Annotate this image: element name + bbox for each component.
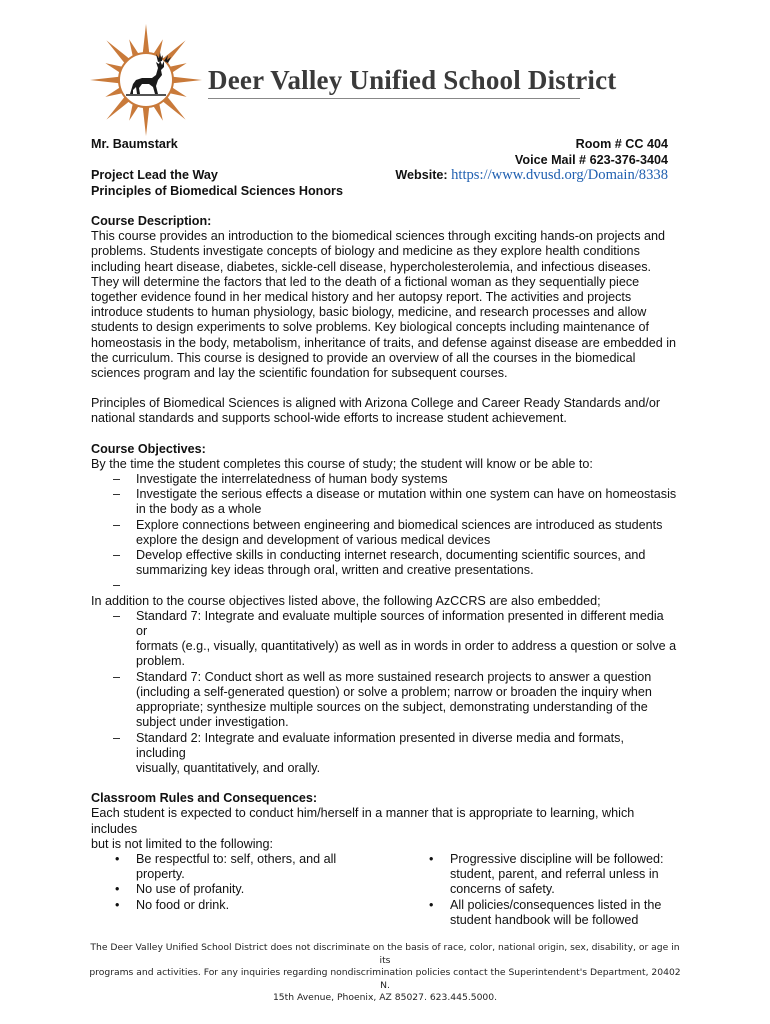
district-name: Deer Valley Unified School District <box>208 65 617 95</box>
standards-alignment-text <box>91 396 677 426</box>
rule-item-text: No use of profanity. <box>136 882 245 897</box>
rules-columns <box>91 852 677 932</box>
rule-item-text: property. <box>136 867 185 882</box>
dash-marker: – <box>113 517 121 532</box>
objectives-list <box>91 472 677 594</box>
rule-item <box>91 882 381 897</box>
consequence-item <box>405 898 695 928</box>
standard-item-text: Standard 7: Conduct short as well as more sustained research projects to answer a question <box>136 669 652 684</box>
description-line: including heart disease, diabetes, sickle-cell disease, hypercholesterolemia, and infectious diseases. <box>91 259 652 274</box>
bullet-icon: • <box>429 897 434 912</box>
description-line: the curriculum. This course is designed to provide an overview of all the courses in the biomedical <box>91 350 636 365</box>
nondiscrimination-footer <box>84 942 686 1005</box>
course-header <box>91 137 343 199</box>
rules-intro-line: Each student is expected to conduct him/herself in a manner that is appropriate to learning, which includes <box>91 806 635 836</box>
standard-item <box>91 670 677 731</box>
footer-line: The Deer Valley Unified School District does not discriminate on the basis of race, color, national origin, sex, disability, or age in its <box>90 942 680 966</box>
objective-item <box>91 472 677 487</box>
standard-item-text: Standard 7: Integrate and evaluate multiple sources of information presented in different media or <box>136 608 664 639</box>
rule-item-text: No food or drink. <box>136 897 230 912</box>
bullet-icon: • <box>115 882 120 897</box>
contact-info <box>395 137 668 184</box>
standards-list <box>91 609 677 776</box>
rules-intro <box>91 806 677 852</box>
consequence-item-text: Progressive discipline will be followed: <box>450 851 664 866</box>
objective-item <box>91 518 677 548</box>
dash-marker: – <box>113 669 121 684</box>
alignment-line: Principles of Biomedical Sciences is aligned with Arizona College and Career Ready Standards and/or <box>91 396 661 411</box>
description-line: This course provides an introduction to the biomedical sciences through exciting hands-on projects and <box>91 229 666 244</box>
standard-item-text: formats (e.g., visually, quantitatively) as well as in words in order to address a question or solve a <box>136 639 677 654</box>
azccrs-intro: In addition to the course objectives listed above, the following AzCCRS are also embedded; <box>91 593 601 608</box>
bullet-icon: • <box>115 897 120 912</box>
description-line: problems. Students investigate concepts of biology and medicine as they explore health conditions <box>91 244 640 259</box>
dash-marker: – <box>113 608 121 623</box>
standard-item-text: problem. <box>136 654 185 669</box>
website-label: Website: <box>395 168 448 182</box>
consequence-item-text: concerns of safety. <box>450 882 555 897</box>
standard-item-text: Standard 2: Integrate and evaluate information presented in diverse media and formats, including <box>136 730 624 760</box>
course-description-heading: Course Description: <box>91 214 212 228</box>
footer-line: 15th Avenue, Phoenix, AZ 85027. 623.445.5000. <box>272 992 498 1004</box>
rule-item-text: Be respectful to: self, others, and all <box>136 851 337 866</box>
letterhead-divider <box>208 98 580 99</box>
dash-marker: – <box>113 730 121 745</box>
dash-marker: – <box>113 578 121 593</box>
consequence-item-text: student, parent, and referral unless in <box>450 867 659 882</box>
course-description-text <box>91 229 677 381</box>
objective-item <box>91 578 677 593</box>
description-line: sciences program and lay the scientific foundation for subsequent courses. <box>91 366 508 381</box>
objective-item <box>91 548 677 578</box>
course-name: Principles of Biomedical Sciences Honors <box>91 183 343 198</box>
objective-item-text: Explore connections between engineering and biomedical sciences are introduced as students <box>136 517 663 532</box>
website-link[interactable]: https://www.dvusd.org/Domain/8338 <box>451 167 668 183</box>
description-line: homeostasis in the body, metabolism, inheritance of traits, and defense against disease are embedded in <box>91 335 677 350</box>
rule-item <box>91 852 381 882</box>
objective-item-text: Develop effective skills in conducting internet research, documenting scientific sources, and <box>136 548 646 563</box>
objective-item-text: explore the design and development of various medical devices <box>136 532 491 547</box>
dash-marker: – <box>113 472 121 487</box>
room-number: Room # CC 404 <box>575 137 668 151</box>
description-line: students to design experiments to solve problems. Key biological concepts including maintenance of <box>91 320 649 335</box>
standard-item <box>91 731 677 777</box>
objectives-intro: By the time the student completes this course of study; the student will know or be able to: <box>91 456 593 471</box>
description-line: together evidence found in her medical history and her autopsy report. The activities and projects <box>91 290 632 305</box>
objective-item <box>91 487 677 517</box>
alignment-line: national standards and supports school-wide efforts to increase student achievement. <box>91 411 567 426</box>
objective-item-text: Investigate the interrelatedness of human body systems <box>136 472 448 487</box>
voicemail-number: Voice Mail # 623-376-3404 <box>514 152 668 167</box>
standard-item-text: visually, quantitatively, and orally. <box>136 760 321 775</box>
standard-item-text: subject under investigation. <box>136 715 289 730</box>
description-line: introduce students to human physiology, basic biology, medicine, and research processes and allow <box>91 305 647 320</box>
course-objectives-heading: Course Objectives: <box>91 441 206 456</box>
objective-item-text: Investigate the serious effects a disease or mutation within one system can have on homeostasis <box>136 487 677 502</box>
objective-item-text: summarizing key ideas through oral, written and creative presentations. <box>136 563 534 578</box>
bullet-icon: • <box>429 851 434 866</box>
standard-item-text: appropriate; synthesize multiple sources on the subject, demonstrating understanding of the <box>136 700 648 715</box>
district-logo <box>86 20 206 138</box>
classroom-rules-heading: Classroom Rules and Consequences: <box>91 791 318 806</box>
standard-item-text: (including a self-generated question) or solve a problem; narrow or broaden the inquiry when <box>136 684 652 699</box>
dash-marker: – <box>113 548 121 563</box>
sun-deer-logo-icon <box>86 20 206 138</box>
objective-item-text: in the body as a whole <box>136 502 262 517</box>
consequence-item-text: student handbook will be followed <box>450 912 639 927</box>
teacher-name: Mr. Baumstark <box>91 137 178 151</box>
bullet-icon: • <box>115 851 120 866</box>
rules-list-right <box>405 852 695 928</box>
consequence-item-text: All policies/consequences listed in the <box>450 897 662 912</box>
description-line: They will determine the factors that led to the death of a fictional woman as they sequentially piece <box>91 274 640 289</box>
rules-list-left <box>91 852 381 913</box>
program-name: Project Lead the Way <box>91 168 218 182</box>
rule-item <box>91 898 381 913</box>
dash-marker: – <box>113 487 121 502</box>
consequence-item <box>405 852 695 898</box>
standard-item <box>91 609 677 670</box>
syllabus-body <box>91 214 677 932</box>
objective-item-text <box>136 578 677 593</box>
rules-intro-line: but is not limited to the following: <box>91 836 274 851</box>
footer-line: programs and activities. For any inquiries regarding nondiscrimination policies contact the Superintendent's Department, 20402 N. <box>89 967 681 991</box>
